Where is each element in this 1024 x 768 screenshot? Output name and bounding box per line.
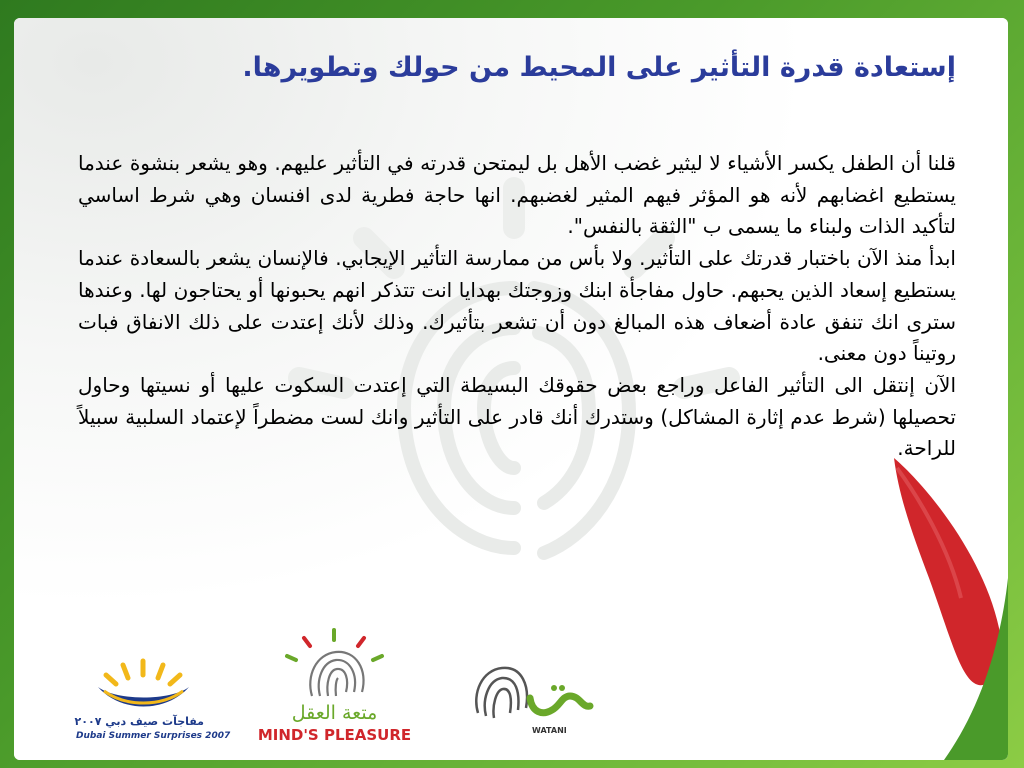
paragraph: قلنا أن الطفل يكسر الأشياء لا ليثير غضب الأهل بل ليمتحن قدرته في التأثير عليهم. وهو يشعر بنشوة عندما يستطيع اغضابهم لأنه هو المؤثر فيهم المثير لغضبهم. انها حاجة فطرية لدى افنسان وهي شرط اساسي لتأكيد الذات ولبناء ما يسمى ب "الثقة بالنفس". (78, 151, 956, 239)
minds-pleasure-english: MIND'S PLEASURE (257, 726, 412, 744)
paragraph: الآن إنتقل الى التأثير الفاعل وراجع بعض حقوقك البسيطة التي إعتدت السكوت عليها أو نسيتها وحاول تحصيلها (شرط عدم إثارة المشاكل) وستدرك أنك قادر على التأثير وانك لست مضطراً لإعتماد السلبية سبيلاً للراحة. (78, 372, 956, 461)
minds-pleasure-arabic: متعة العقل (291, 702, 378, 724)
watani-english-label: WATANI (532, 726, 567, 735)
fingerprint-icon (232, 626, 437, 706)
minds-pleasure-logo (232, 626, 437, 751)
watani-fingerprint-icon (470, 658, 600, 728)
slide-title: إستعادة قدرة التأثير على المحيط من حولك وتطويرها. (242, 52, 956, 83)
dss-arabic-label: مفاجآت صيف دبي ٢٠٠٧ (74, 715, 204, 728)
green-corner-shape (944, 578, 1008, 760)
dss-english-label: Dubai Summer Surprises 2007 (76, 731, 231, 741)
slide-body-text (78, 148, 956, 465)
dss-logo (74, 655, 231, 745)
watani-logo (470, 658, 600, 740)
sun-smile-icon (76, 655, 211, 715)
paragraph: ابدأ منذ الآن باختبار قدرتك على التأثير. ولا بأس من ممارسة التأثير الإيجابي. فالإنسان يشعر بالسعادة عندما يستطيع إسعاد الذين يحبهم. حاول مفاجأة ابنك وزوجتك بهدايا انت تتذكر انهم يحبونها أو يحتاجون لها. وعندها سترى انك تنفق عادة أضعاف هذه المبالغ دون أن تشعر بتأثيرك. وذلك لأنك إعتدت على ذلك الانفاق فبات روتيناً دون معنى. (78, 246, 956, 366)
